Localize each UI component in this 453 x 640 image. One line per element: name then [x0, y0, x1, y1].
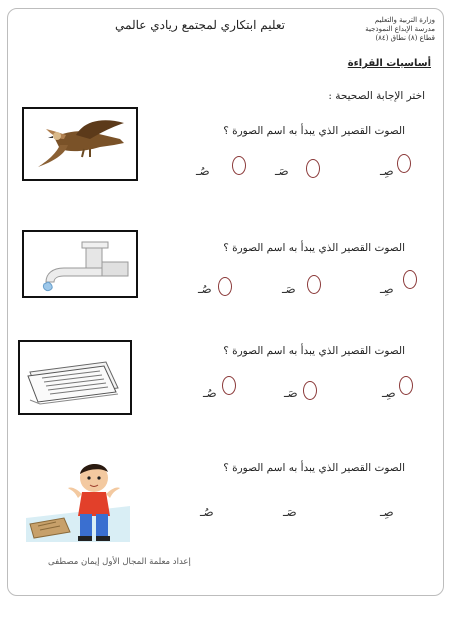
question-2-choice-circle[interactable]	[218, 277, 232, 296]
question-1-option-damma: صُـ	[196, 164, 210, 178]
newspaper-picture	[18, 340, 132, 415]
question-3-option-fatha: صَـ	[284, 386, 298, 400]
question-3-option-damma: صُـ	[203, 386, 217, 400]
question-2-option-damma: صُـ	[198, 282, 212, 296]
instruction-text: اختر الإجابة الصحيحة :	[328, 90, 425, 102]
newspaper-icon	[20, 342, 130, 413]
faucet-picture	[22, 230, 138, 298]
question-3-choice-circle[interactable]	[303, 381, 317, 400]
eagle-icon	[24, 109, 136, 179]
faucet-icon	[24, 232, 136, 296]
sector-line: قطاع (٨) نطاق (٨٤)	[375, 34, 435, 42]
question-1-option-kasra: صِـ	[380, 164, 394, 178]
header-title: تعليم ابتكاري لمجتمع ريادي عالمي	[115, 18, 285, 32]
question-1-choice-circle[interactable]	[232, 156, 246, 175]
question-2-option-kasra: صِـ	[380, 282, 394, 296]
question-3-text: الصوت القصير الذي يبدأ به اسم الصورة ؟	[223, 345, 405, 357]
question-4-option-fatha: صَـ	[283, 505, 297, 519]
question-2-option-fatha: صَـ	[282, 282, 296, 296]
school-line: مدرسة الإبداع النموذجية	[365, 25, 435, 33]
eagle-picture	[22, 107, 138, 181]
question-1-option-fatha: صَـ	[275, 164, 289, 178]
ministry-header	[315, 16, 435, 43]
question-2-text: الصوت القصير الذي يبدأ به اسم الصورة ؟	[223, 242, 405, 254]
question-2-choice-circle[interactable]	[307, 275, 321, 294]
question-1-text: الصوت القصير الذي يبدأ به اسم الصورة ؟	[223, 125, 405, 137]
question-3-choice-circle[interactable]	[222, 376, 236, 395]
question-1-choice-circle[interactable]	[306, 159, 320, 178]
question-1-choice-circle[interactable]	[397, 154, 411, 173]
praying-boy-icon	[24, 458, 132, 542]
question-2-choice-circle[interactable]	[403, 270, 417, 289]
question-4-text: الصوت القصير الذي يبدأ به اسم الصورة ؟	[223, 462, 405, 474]
question-4-option-kasra: صِـ	[380, 505, 394, 519]
question-3-option-kasra: صِـ	[382, 386, 396, 400]
praying-boy-picture	[24, 458, 132, 542]
prepared-by-footer: إعداد معلمة المجال الأول إيمان مصطفى	[48, 557, 191, 567]
question-3-choice-circle[interactable]	[399, 376, 413, 395]
ministry-line: وزارة التربية والتعليم	[374, 16, 435, 24]
section-title: أساسيات القراءة	[347, 58, 431, 69]
question-4-option-damma: صُـ	[200, 505, 214, 519]
